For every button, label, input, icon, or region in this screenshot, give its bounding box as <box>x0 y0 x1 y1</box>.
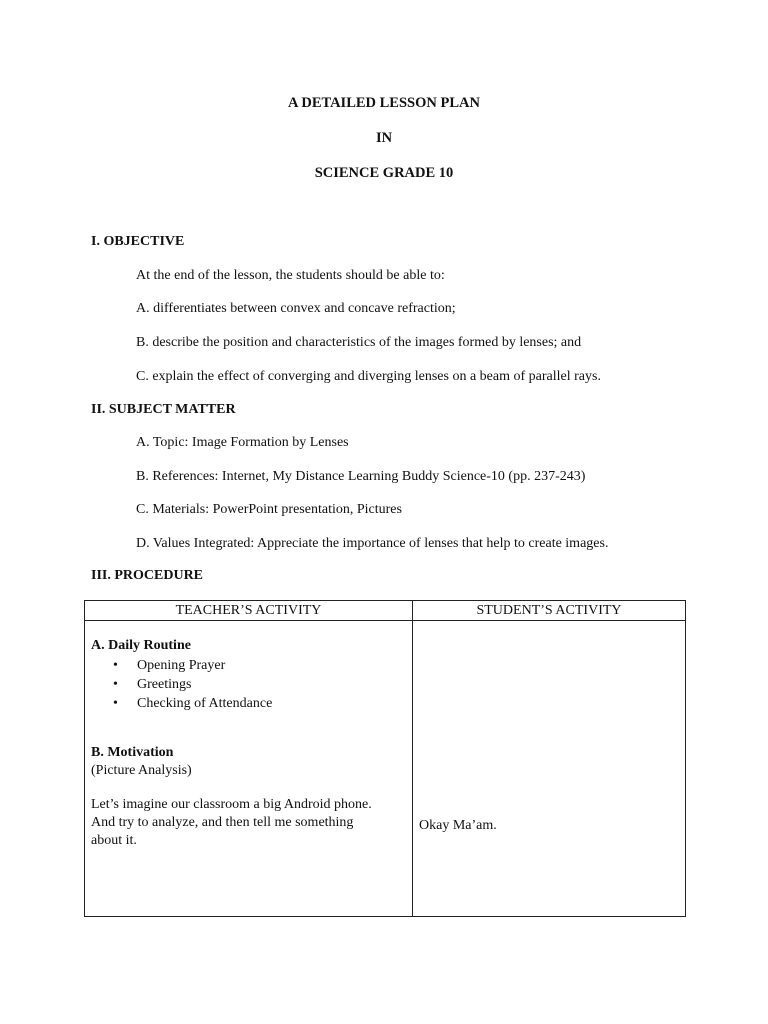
procedure-heading: III. PROCEDURE <box>91 568 204 583</box>
objective-item: A. differentiates between convex and concave refraction; <box>136 301 456 316</box>
bullet-icon: • <box>113 658 118 673</box>
motivation-subheading: (Picture Analysis) <box>91 763 192 778</box>
procedure-table <box>84 600 686 917</box>
student-response: Okay Ma’am. <box>419 818 497 833</box>
objective-item: B. describe the position and characteristics of the images formed by lenses; and <box>136 335 582 350</box>
daily-routine-list <box>91 656 272 713</box>
list-item <box>91 694 272 713</box>
routine-item-label: Opening Prayer <box>137 658 226 673</box>
subject-matter-item: C. Materials: PowerPoint presentation, Pictures <box>136 502 402 517</box>
document-title-in: IN <box>375 130 393 146</box>
objective-intro: At the end of the lesson, the students should be able to: <box>136 268 445 283</box>
subject-matter-item: A. Topic: Image Formation by Lenses <box>136 435 349 450</box>
student-activity-header: STUDENT’S ACTIVITY <box>413 601 686 621</box>
objective-item: C. explain the effect of converging and diverging lenses on a beam of parallel rays. <box>136 369 601 384</box>
table-header-row <box>85 601 686 621</box>
objective-heading: I. OBJECTIVE <box>91 234 185 249</box>
list-item <box>91 675 272 694</box>
student-activity-cell <box>413 621 686 917</box>
motivation-line: Let’s imagine our classroom a big Android phone. <box>91 797 372 812</box>
document-subject: SCIENCE GRADE 10 <box>314 165 454 181</box>
teacher-activity-cell <box>85 621 413 917</box>
routine-item-label: Checking of Attendance <box>137 696 273 711</box>
bullet-icon: • <box>113 677 118 692</box>
routine-item-label: Greetings <box>137 677 192 692</box>
teacher-activity-header: TEACHER’S ACTIVITY <box>85 601 413 621</box>
subject-matter-item: B. References: Internet, My Distance Learning Buddy Science-10 (pp. 237-243) <box>136 469 586 484</box>
bullet-icon: • <box>113 696 118 711</box>
table-row <box>85 621 686 917</box>
subject-matter-item: D. Values Integrated: Appreciate the importance of lenses that help to create images. <box>136 536 609 551</box>
motivation-heading: B. Motivation <box>91 745 174 760</box>
daily-routine-heading: A. Daily Routine <box>91 638 191 653</box>
motivation-line: And try to analyze, and then tell me something <box>91 815 354 830</box>
motivation-line: about it. <box>91 833 137 848</box>
list-item <box>91 656 272 675</box>
subject-matter-heading: II. SUBJECT MATTER <box>91 402 236 417</box>
document-title: A DETAILED LESSON PLAN <box>288 95 480 111</box>
